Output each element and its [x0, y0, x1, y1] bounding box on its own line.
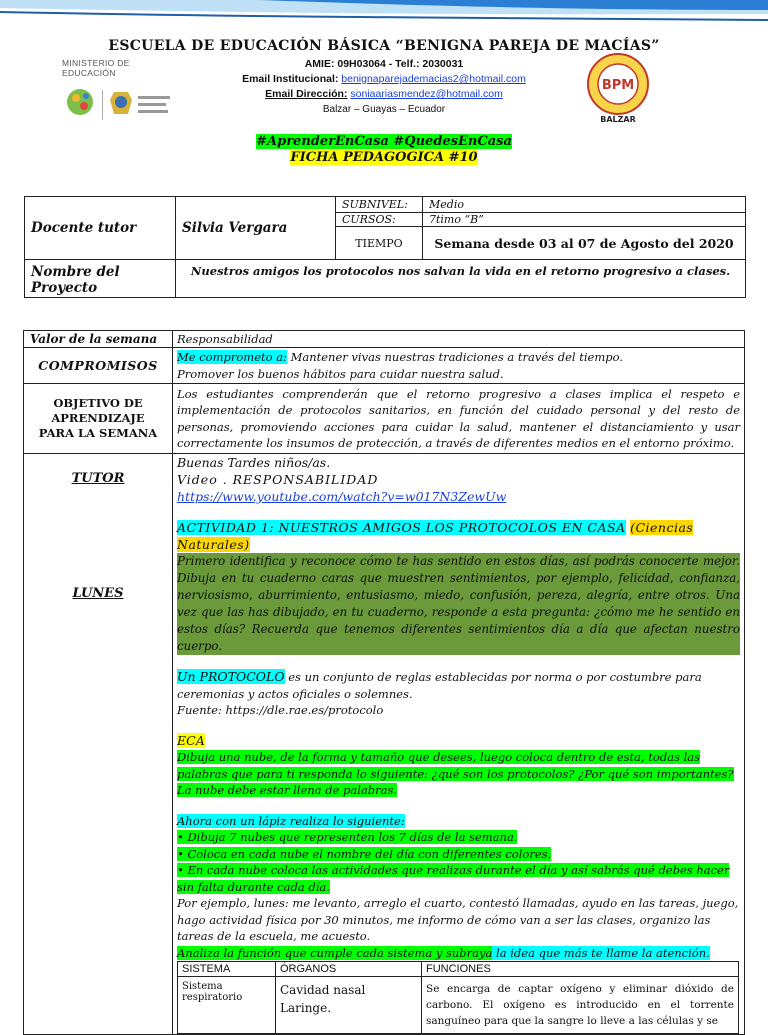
seal-city: BALZAR	[600, 115, 636, 124]
sistemas-row-organos: Cavidad nasal Laringe.	[276, 977, 422, 1034]
fuente: Fuente: https://dle.rae.es/protocolo	[177, 703, 384, 717]
sistemas-row-funciones: Se encarga de captar oxígeno y eliminar dióxido de carbono. El oxígeno es introducido en el torrente sanguíneo para que la sangre lo lleve a las células y se	[422, 977, 739, 1034]
amie-line: AMIE: 09H03064 - Telf.: 2030031	[304, 58, 464, 70]
actividad-text: Primero identifica y reconoce cómo te has sentido en estos días, así podrás conocerte mejor. Dibuja en tu cuaderno caras que muestren sentimientos, por ejemplo, felicidad, confianza, nerviosismo, aburrimiento, entusiasmo, miedo, confusión, pereza, alegría, entre otros. Una vez que las has dibujado, en tu cuaderno, responde a esta pregunta: ¿cómo me he sentido en estos días? Recuerda que tenemos diferentes sentimientos día a día que afectan nuestro cuerpo.	[177, 554, 740, 653]
bullet-3: • En cada nube coloca las actividades que realizas durante el día y así sabrás qué debes hacer sin falta durante cada día.	[177, 863, 730, 894]
email-institucional-label: Email Institucional:	[242, 73, 339, 85]
tiempo-value: Semana desde 03 al 07 de Agosto del 2020	[423, 227, 746, 260]
actividad-subject: (Ciencias Naturales)	[177, 520, 694, 552]
analiza-1: Analiza la función que cumple cada sistema y subraya	[177, 945, 493, 960]
valor-label: Valor de la semana	[24, 331, 173, 348]
compromiso-1: Mantener vivas nuestras tradiciones a través del tiempo.	[286, 350, 623, 364]
compromisos-label: COMPROMISOS	[24, 348, 173, 384]
email-direccion-link[interactable]: soniaariasmendez@hotmail.com	[350, 88, 503, 100]
compromisos-cell	[173, 348, 745, 384]
ficha-title: FICHA PEDAGOGICA #10	[290, 150, 478, 165]
bullet-2: • Coloca en cada nube el nombre del día con diferentes colores.	[177, 846, 552, 861]
compromiso-lead: Me comprometo a:	[177, 350, 287, 364]
eca-label: ECA	[177, 732, 205, 748]
actividad-title: ACTIVIDAD 1: NUESTROS AMIGOS LOS PROTOCOLOS EN CASA	[177, 520, 626, 535]
protocolo-definition: es un conjunto de reglas establecidas por norma o por costumbre para ceremonias y actos oficiales o solemnes.	[177, 670, 702, 701]
school-seal-icon	[578, 52, 658, 124]
top-decorative-bar	[0, 0, 768, 28]
school-name: ESCUELA DE EDUCACIÓN BÁSICA “BENIGNA PAREJA DE MACÍAS”	[108, 38, 660, 54]
proyecto-value: Nuestros amigos los protocolos nos salvan la vida en el retorno progresivo a clases.	[176, 260, 746, 298]
location: Balzar – Guayas – Ecuador	[322, 104, 446, 115]
ejemplo: Por ejemplo, lunes: me levanto, arreglo el cuarto, contestó llamadas, ayudo en las tareas, juego, hago actividad física por 30 minutos, me informo de cómo van a ser las clases, organizo las tareas de la escuela, me acuesto.	[177, 896, 739, 943]
cursos-value: 7timo “B”	[423, 213, 746, 227]
lunes-content	[173, 454, 745, 1035]
sistemas-header-funciones: FUNCIONES	[422, 962, 739, 977]
proyecto-label: Nombre del Proyecto	[25, 260, 176, 298]
compromiso-2: Promover los buenos hábitos para cuidar nuestra salud.	[177, 366, 504, 381]
tutor-label: TUTOR	[71, 471, 125, 486]
analiza-2: la idea que más te llame la atención.	[492, 945, 710, 960]
objetivo-label: OBJETIVO DE APRENDIZAJE PARA LA SEMANA	[24, 384, 173, 454]
day-column	[24, 454, 173, 1035]
email-direccion-label: Email Dirección:	[265, 88, 348, 100]
subnivel-label: SUBNIVEL:	[336, 197, 423, 213]
sistemas-row-sistema: Sistema respiratorio	[178, 977, 276, 1034]
ministry-emblem-icon	[62, 78, 180, 128]
school-logo	[578, 52, 658, 124]
valor-value: Responsabilidad	[173, 331, 745, 348]
hashtags: #AprenderEnCasa #QuedesEnCasa	[256, 134, 512, 149]
subnivel-value: Medio	[423, 197, 746, 213]
eca-text: Dibuja una nube, de la forma y tamaño que desees, luego coloca dentro de esta, todas las palabras que para ti responda lo siguiente: ¿qué son los protocolos? ¿Por qué son importantes? La nube debe estar llena de palabras.	[177, 750, 734, 797]
protocolo-term: Un PROTOCOLO	[177, 669, 285, 684]
tiempo-label: TIEMPO	[336, 227, 423, 260]
email-institucional-link[interactable]: benignaparejademacias2@hotmail.com	[341, 73, 526, 85]
ministry-name: MINISTERIO DE EDUCACIÓN	[62, 58, 130, 78]
lunes-label: LUNES	[72, 586, 124, 601]
lapiz-instruction: Ahora con un lápiz realiza lo siguiente:	[177, 813, 405, 828]
video-link[interactable]: https://www.youtube.com/watch?v=w017N3ZewUw	[177, 489, 507, 504]
sistemas-header-sistema: SISTEMA	[178, 962, 276, 977]
ministry-logo	[62, 58, 180, 120]
objetivo-value: Los estudiantes comprenderán que el retorno progresivo a clases implica el respeto e implementación de protocolos sanitarios, en función del cuidado personal y del resto de personas, promoviendo acciones para cuidar la salud, mantener el distanciamiento y usar correctamente los insumos de protección, a través de diferentes medios en el entorno próximo.	[173, 384, 745, 454]
docente-value: Silvia Vergara	[176, 197, 336, 260]
cursos-label: CURSOS:	[336, 213, 423, 227]
sistemas-table	[177, 961, 739, 1034]
bullet-1: • Dibuja 7 nubes que representen los 7 días de la semana.	[177, 830, 518, 844]
sistemas-header-organos: ÓRGANOS	[276, 962, 422, 977]
seal-text: BPM	[601, 78, 635, 93]
info-table	[24, 196, 746, 298]
plan-table	[23, 330, 745, 1035]
video-title: Video . RESPONSABILIDAD	[177, 472, 379, 487]
hashtag-block	[0, 134, 768, 166]
saludo: Buenas Tardes niños/as.	[177, 455, 331, 470]
docente-label: Docente tutor	[25, 197, 176, 260]
